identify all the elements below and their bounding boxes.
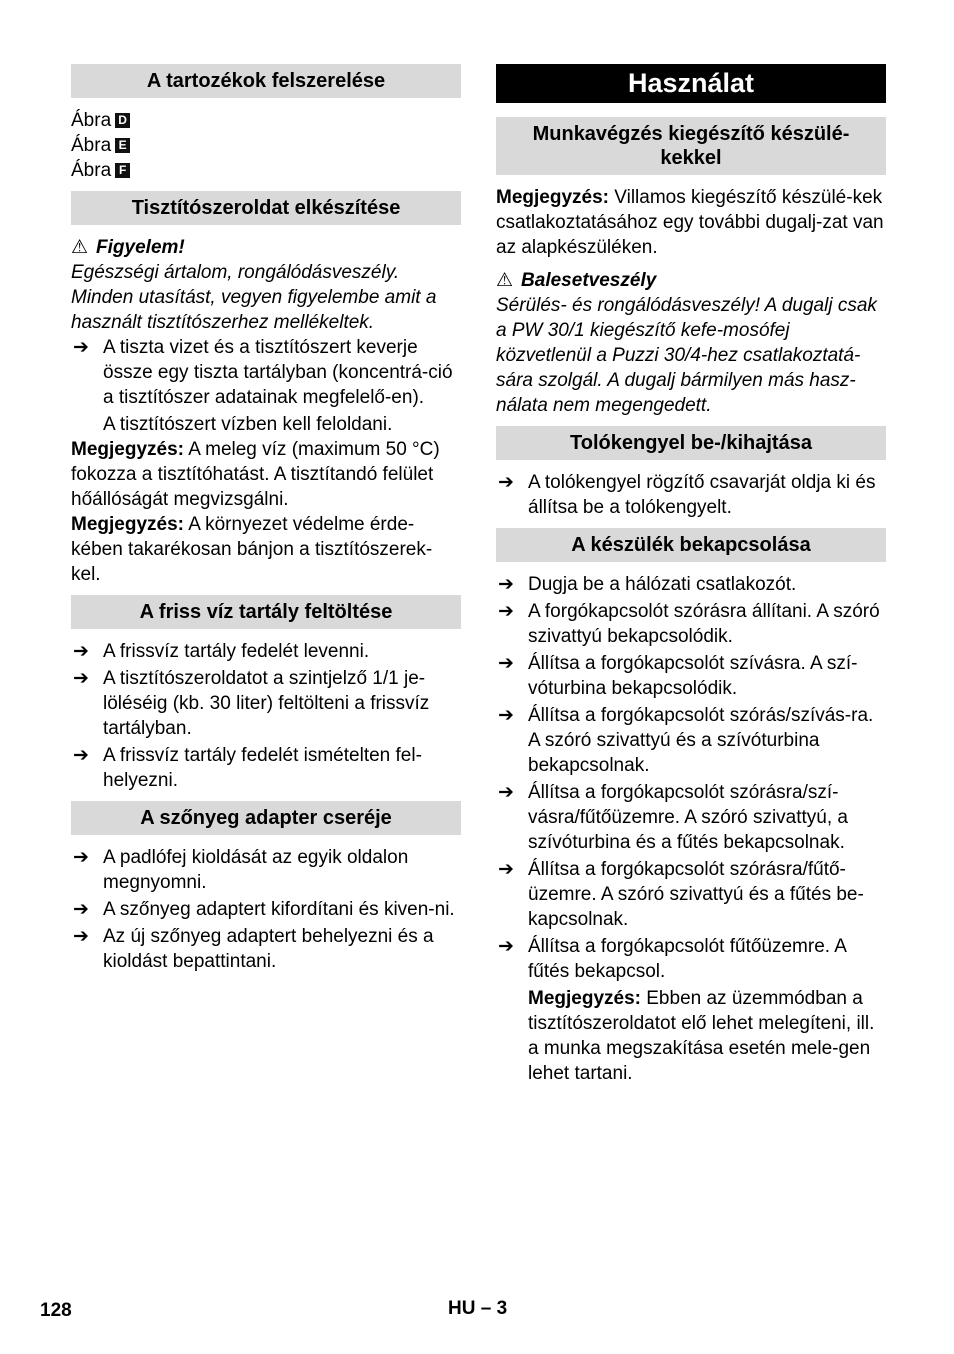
figure-label: Ábra (71, 135, 112, 156)
list-item: ➔ Az új szőnyeg adaptert behelyezni és a kioldást bepattintani. (73, 926, 434, 972)
instruction-list (496, 470, 886, 520)
list-item: ➔ Állítsa a forgókapcsolót szívásra. A szí-vóturbina bekapcsolódik. (498, 653, 858, 699)
arrow-right-icon: ➔ (73, 847, 89, 868)
list-item: ➔ A szőnyeg adaptert kifordítani és kiven-ni. (73, 899, 455, 920)
list-item: ➔ Állítsa a forgókapcsolót fűtőüzemre. A fűtés bekapcsol. (498, 936, 846, 982)
arrow-right-icon: ➔ (73, 668, 89, 689)
section-heading: A tartozékok felszerelése (71, 64, 461, 98)
figure-label: Ábra (71, 160, 112, 181)
figure-reference (71, 158, 461, 183)
figure-letter-box: E (115, 138, 130, 153)
arrow-right-icon: ➔ (73, 337, 89, 358)
warning-label: Figyelem! (96, 237, 185, 258)
arrow-right-icon: ➔ (498, 936, 514, 957)
warning-text: Sérülés- és rongálódásveszély! A dugalj csak a PW 30/1 kiegészítő kefe-mosófej közvetlenül a Puzzi 30/4-hez csatlakoztatá-sára szolgál. A dugalj bármilyen más hasz-nálata nem megengedett. (496, 295, 877, 416)
section-heading: Tolókengyel be-/kihajtása (496, 426, 886, 460)
sub-instruction: A tisztítószert vízben kell feloldani. (103, 414, 393, 435)
chapter-title: Használat (496, 64, 886, 103)
instruction-list (71, 845, 461, 974)
figure-letter-box: F (115, 163, 130, 178)
figure-label: Ábra (71, 110, 112, 131)
note-paragraph: Megjegyzés: Ebben az üzemmódban a tisztítószeroldatot elő lehet melegíteni, ill. a munka megszakítása esetén mele-gen lehet tartani. (528, 988, 875, 1084)
warning-triangle-icon: ⚠ (496, 270, 514, 291)
list-item: ➔ A tolókengyel rögzítő csavarját oldja ki és állítsa be a tolókengyelt. (498, 472, 876, 518)
instruction-list (71, 639, 461, 793)
section-heading: Munkavégzés kiegészítő készülé-kekkel (496, 117, 886, 175)
warning-label: Balesetveszély (521, 270, 657, 291)
list-item: ➔ A padlófej kioldását az egyik oldalon megnyomni. (73, 847, 409, 893)
arrow-right-icon: ➔ (73, 899, 89, 920)
arrow-right-icon: ➔ (73, 641, 89, 662)
section-heading: A készülék bekapcsolása (496, 528, 886, 562)
figure-letter-box: D (115, 113, 130, 128)
arrow-right-icon: ➔ (498, 601, 514, 622)
list-item: ➔ A frissvíz tartály fedelét levenni. (73, 641, 370, 662)
language-page-label: HU – 3 (448, 1298, 508, 1319)
list-item: ➔ A forgókapcsolót szórásra állítani. A szóró szivattyú bekapcsolódik. (498, 601, 880, 647)
instruction-list (496, 572, 886, 984)
arrow-right-icon: ➔ (498, 859, 514, 880)
section-heading: Tisztítószeroldat elkészítése (71, 191, 461, 225)
warning-triangle-icon: ⚠ (71, 237, 89, 258)
arrow-right-icon: ➔ (498, 472, 514, 493)
list-item: ➔ A tisztítószeroldatot a szintjelző 1/1 je-löléséig (kb. 30 liter) feltölteni a frissvíz tartályban. (73, 668, 430, 739)
list-item: ➔ Állítsa a forgókapcsolót szórásra/fűtő-üzemre. A szóró szivattyú és a fűtés be-kapcsolnak. (498, 859, 864, 930)
arrow-right-icon: ➔ (498, 782, 514, 803)
section-heading: A friss víz tartály feltöltése (71, 595, 461, 629)
note-paragraph: Megjegyzés: A környezet védelme érde-kében takarékosan bánjon a tisztítószerek-kel. (71, 514, 433, 585)
arrow-right-icon: ➔ (498, 574, 514, 595)
page-number: 128 (40, 1300, 72, 1321)
list-item: ➔ Állítsa a forgókapcsolót szórás/szívás-ra. A szóró szivattyú és a szívóturbina bekapcsolnak. (498, 705, 874, 776)
figure-reference (71, 133, 461, 158)
right-column (496, 64, 886, 1086)
figure-reference (71, 108, 461, 133)
warning-title (71, 235, 461, 260)
instruction-list (71, 335, 461, 410)
figure-references (71, 108, 461, 183)
section-heading: A szőnyeg adapter cseréje (71, 801, 461, 835)
note-paragraph: Megjegyzés: A meleg víz (maximum 50 °C) fokozza a tisztítóhatást. A tisztítandó felület hőállóságát megvizsgálni. (71, 439, 440, 510)
warning-text: Egészségi ártalom, rongálódásveszély. Minden utasítást, vegyen figyelembe amit a használt tisztítószerhez mellékeltek. (71, 262, 437, 333)
list-item: ➔ A tiszta vizet és a tisztítószert keverje össze egy tiszta tartályban (koncentrá-ció a tisztítószer adatainak megfelelő-en). (73, 337, 453, 408)
arrow-right-icon: ➔ (498, 705, 514, 726)
warning-title (496, 268, 886, 293)
arrow-right-icon: ➔ (73, 745, 89, 766)
list-item: ➔ Állítsa a forgókapcsolót szórásra/szí-vásra/fűtőüzemre. A szóró szivattyú, a szívóturbina és a fűtés bekapcsolnak. (498, 782, 848, 853)
note-paragraph: Megjegyzés: Villamos kiegészítő készülé-kek csatlakoztatásához egy további dugalj-zat van az alapkészüléken. (496, 187, 884, 258)
arrow-right-icon: ➔ (498, 653, 514, 674)
list-item: ➔ Dugja be a hálózati csatlakozót. (498, 574, 797, 595)
arrow-right-icon: ➔ (73, 926, 89, 947)
left-column (71, 64, 461, 976)
list-item: ➔ A frissvíz tartály fedelét ismételten fel-helyezni. (73, 745, 422, 791)
